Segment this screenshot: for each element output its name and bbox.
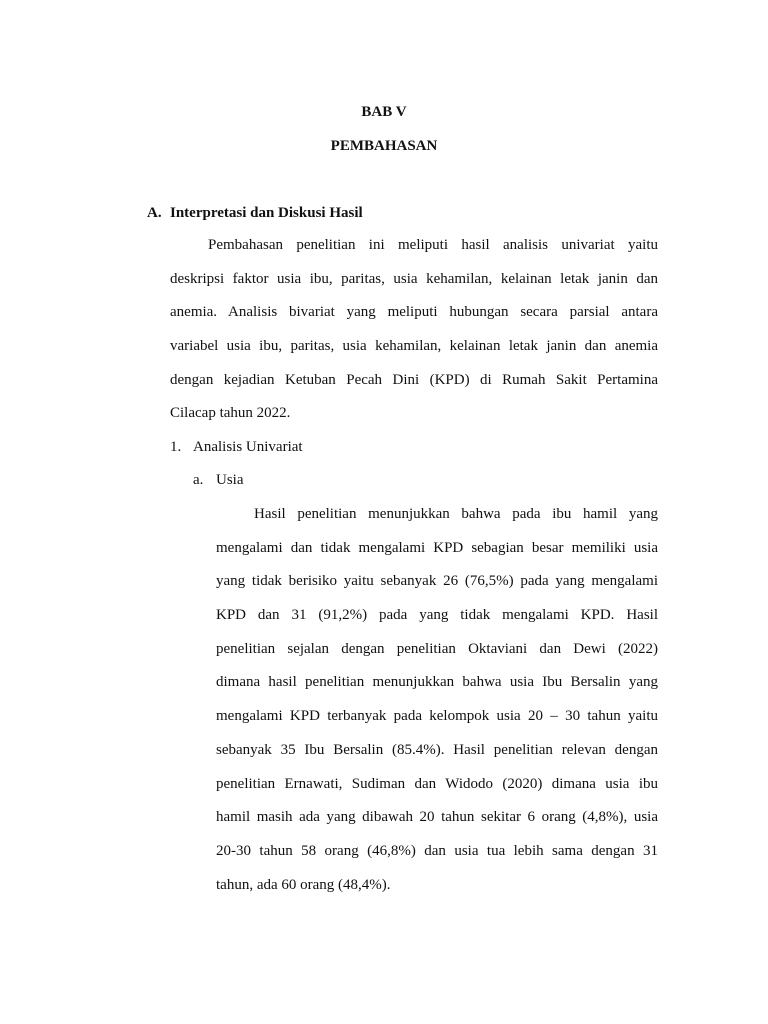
subsection-heading-1 xyxy=(170,437,303,457)
section-heading xyxy=(147,203,363,223)
section-letter: A. xyxy=(147,205,162,221)
paragraph-line: yang tidak berisiko yaitu sebanyak 26 (76,5%) pada yang mengalami xyxy=(216,573,658,590)
chapter-number: BAB V xyxy=(361,104,407,120)
paragraph-line: Hasil penelitian menunjukkan bahwa pada ibu hamil yang xyxy=(254,506,658,522)
subsection-heading-a xyxy=(193,470,244,490)
subsection-title: Analisis Univariat xyxy=(193,439,303,455)
section-title: Interpretasi dan Diskusi Hasil xyxy=(170,205,363,221)
paragraph-line: anemia. Analisis bivariat yang meliputi hubungan secara parsial antara xyxy=(170,304,658,321)
paragraph-line: penelitian Ernawati, Sudiman dan Widodo (2020) dimana usia ibu xyxy=(216,775,658,792)
subsection-number: 1. xyxy=(170,439,182,455)
paragraph-line: deskripsi faktor usia ibu, paritas, usia kehamilan, kelainan letak janin dan xyxy=(170,270,658,287)
paragraph-line: penelitian sejalan dengan penelitian Oktaviani dan Dewi (2022) xyxy=(216,640,658,657)
paragraph-line: sebanyak 35 Ibu Bersalin (85.4%). Hasil penelitian relevan dengan xyxy=(216,741,658,758)
paragraph-line: tahun, ada 60 orang (48,4%). xyxy=(216,876,391,893)
paragraph-line: Cilacap tahun 2022. xyxy=(170,405,291,422)
paragraph-line: mengalami KPD terbanyak pada kelompok usia 20 – 30 tahun yaitu xyxy=(216,708,658,725)
paragraph-line: variabel usia ibu, paritas, usia kehamilan, kelainan letak janin dan anemia xyxy=(170,338,658,355)
paragraph-line: KPD dan 31 (91,2%) pada yang tidak mengalami KPD. Hasil xyxy=(216,607,658,624)
paragraph-line: mengalami dan tidak mengalami KPD sebagian besar memiliki usia xyxy=(216,539,658,556)
paragraph-line: 20-30 tahun 58 orang (46,8%) dan usia tua lebih sama dengan 31 xyxy=(216,842,658,859)
paragraph-line: Pembahasan penelitian ini meliputi hasil analisis univariat yaitu xyxy=(208,237,658,253)
chapter-title: PEMBAHASAN xyxy=(330,138,438,154)
subsection-title: Usia xyxy=(216,472,244,488)
usia-paragraph xyxy=(216,498,658,902)
subsection-letter: a. xyxy=(193,472,204,488)
paragraph-line: dengan kejadian Ketuban Pecah Dini (KPD) di Rumah Sakit Pertamina xyxy=(170,371,658,388)
paragraph-line: hamil masih ada yang dibawah 20 tahun sekitar 6 orang (4,8%), usia xyxy=(216,809,658,826)
paragraph-line: dimana hasil penelitian menunjukkan bahwa usia Ibu Bersalin yang xyxy=(216,674,658,691)
intro-paragraph xyxy=(170,229,658,431)
